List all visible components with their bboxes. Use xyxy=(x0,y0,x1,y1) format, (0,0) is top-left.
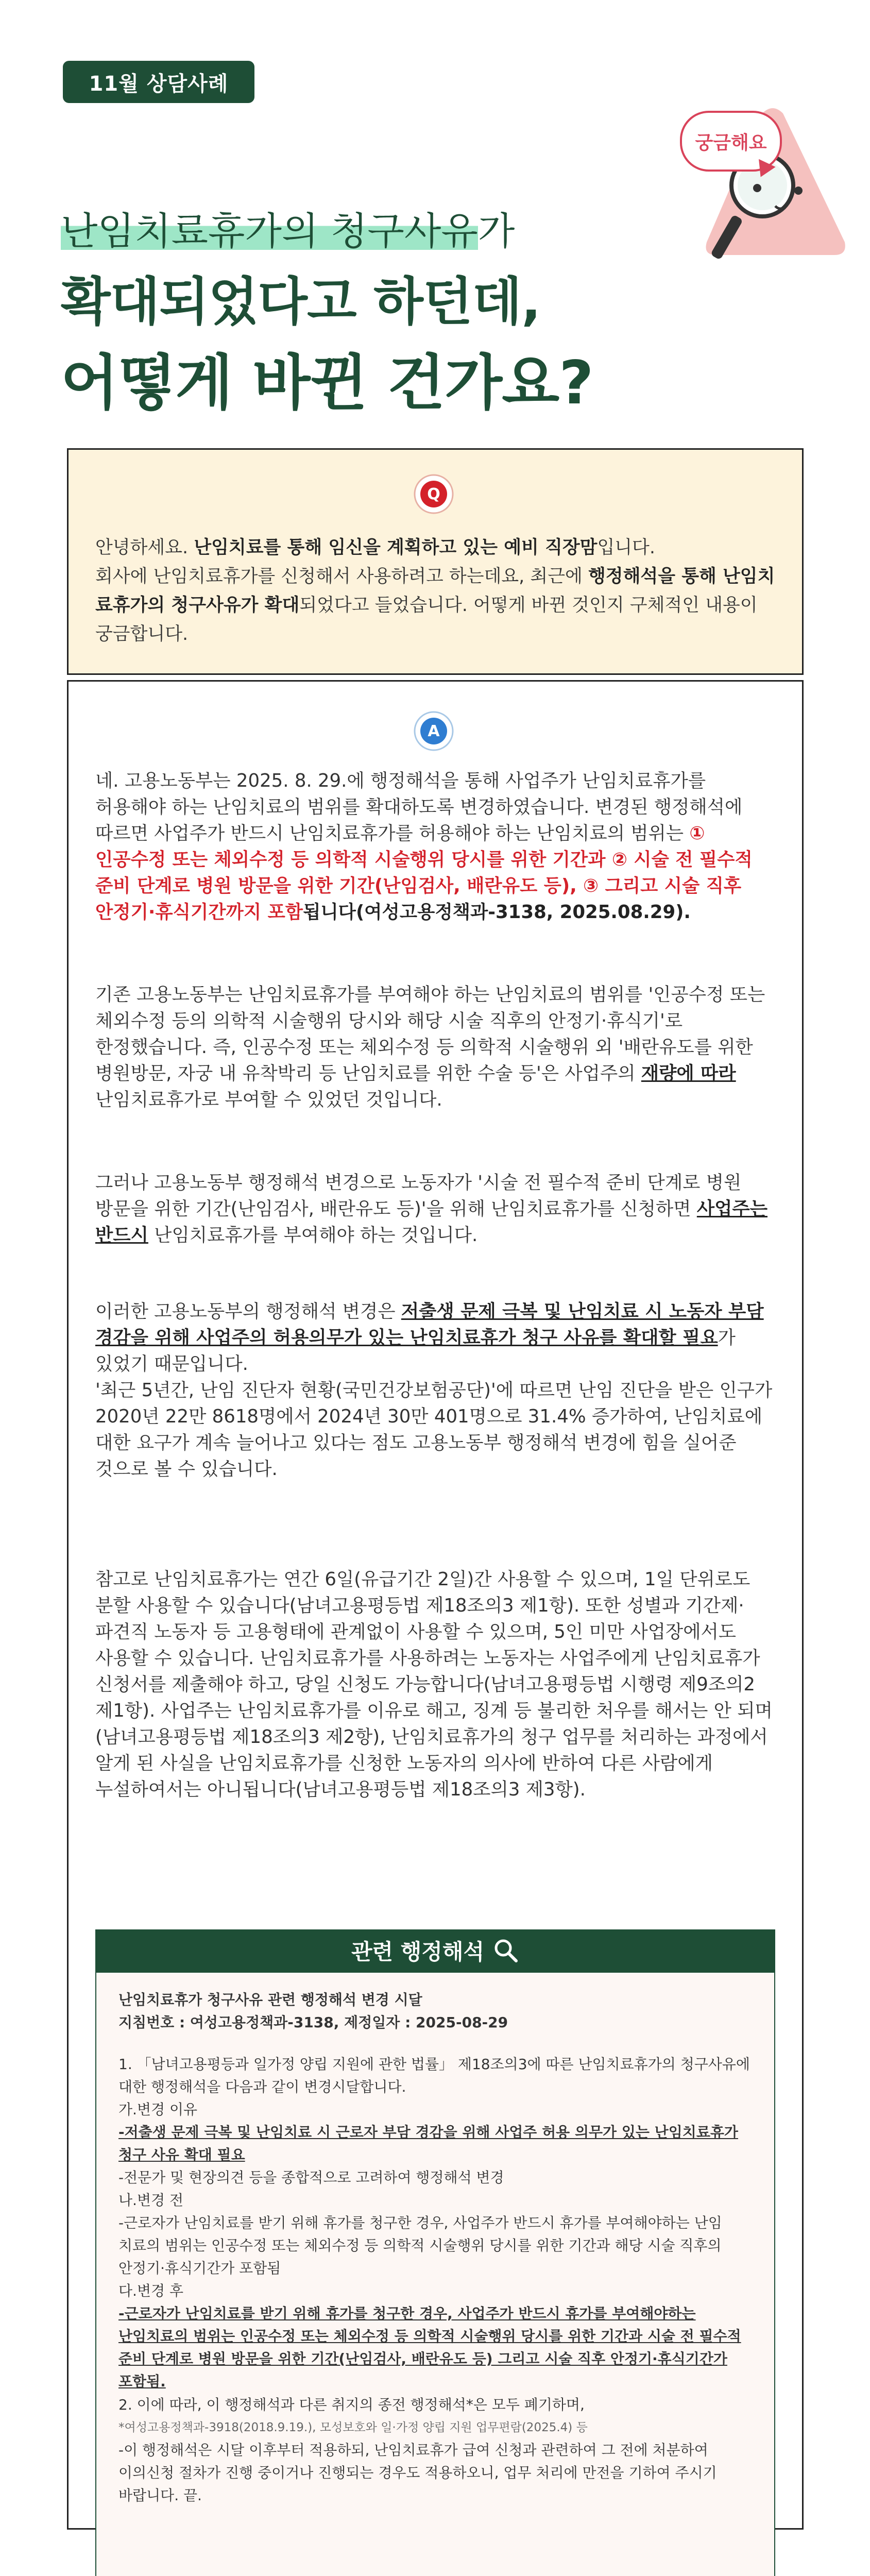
answer-paragraph-5: 참고로 난임치료휴가는 연간 6일(유급기간 2일)간 사용할 수 있으며, 1일 단위로도 분할 사용할 수 있습니다(남녀고용평등법 제18조의3 제1항). 또한 성별과 기간제·파견직 노동자 등 고용형태에 관계없이 사용할 수 있으며, 5인 미만 사업장에서도 사용할 수 있습니다. 난임치료휴가를 사용하려는 노동자는 사업주에게 난임치료휴가 신청서를 제출해야 하고, 당일 신청도 가능합니다(남녀고용평등법 시행령 제9조의2 제1항). 사업주는 난임치료휴가를 이유로 해고, 징계 등 불리한 처우를 해서는 안 되며(남녀고용평등법 제18조의3 제2항), 난임치료휴가의 청구 업무를 처리하는 과정에서 알게 된 사실을 난임치료휴가를 신청한 노동자의 의사에 반하여 다른 사람에게 누설하여서는 아니됩니다(남녀고용평등법 제18조의3 제3항). xyxy=(95,1569,773,1800)
interp-item2: 2. 이에 따라, 이 행정해석과 다른 취지의 종전 행정해석*은 모두 폐기하며, xyxy=(118,2396,585,2413)
a-p4-bold: 저출생 문제 극복 및 난임치료 시 노동자 부담 경감을 위해 사업주의 허용의무가 있는 난임치료휴가 청구 사유를 확대할 필요 xyxy=(95,1301,764,1348)
interp-na1: -근로자가 난임치료를 받기 위해 휴가를 청구한 경우, 사업주가 반드시 휴가를 부여해야하는 난임 치료의 범위는 인공수정 또는 체외수정 등 의학적 시술행위 당시를 위한 기간과 해당 시술 직후의 안정기·휴식기간가 포함됨 xyxy=(118,2214,722,2277)
a-p2-a: 기존 고용노동부는 난임치료휴가를 부여해야 하는 난임치료의 범위를 '인공수정 또는 체외수정 등의 의학적 시술행위 당시와 해당 시술 직후의 안정기·휴식기'로 한정했습니다. 즉, 인공수정 또는 체외수정 등 의학적 시술행위 외 '배란유도를 위한 병원방문, 자궁 내 유착박리 등 난임치료를 위한 수술 등'은 사업주의 xyxy=(95,984,765,1084)
interp-da1 xyxy=(118,2302,757,2393)
q-p1: 안녕하세요. xyxy=(95,537,194,558)
title-line-1-rest: 가 xyxy=(477,209,515,253)
title-line-2: 확대되었다고 하던데, xyxy=(61,272,541,332)
interp-na: 나.변경 전 xyxy=(118,2192,183,2209)
interp-item2-note: *여성고용정책과-3918(2018.9.19.), 모성보호와 일·가정 양립 지원 업무편람(2025.4) 등 xyxy=(118,2421,588,2434)
a-p2-bold: 재량에 따라 xyxy=(641,1063,736,1084)
q-p2: 회사에 난임치료휴가를 신청해서 사용하려고 하는데요, 최근에 xyxy=(95,566,588,587)
a-p4-a: 이러한 고용노동부의 행정해석 변경은 xyxy=(95,1301,401,1322)
interpretation-ref xyxy=(118,2011,757,2034)
a-p3-a: 그러나 고용노동부 행정해석 변경으로 노동자가 '시술 전 필수적 준비 단계로 병원 방문을 위한 기간(난임검사, 배란유도 등)'을 위해 난임치료휴가를 신청하면 xyxy=(95,1172,742,1219)
q-p2-end: 되었다고 들었습니다. 어떻게 바뀐 것인지 구체적인 내용이 궁금합니다. xyxy=(95,595,758,645)
a-letter: A xyxy=(428,722,440,740)
magnifier-icon xyxy=(492,1937,519,1964)
interp-title-text: 난임치료휴가 청구사유 관련 행정해석 변경 시달 xyxy=(118,1991,422,2008)
answer-paragraph-1 xyxy=(95,768,775,925)
answer-paragraph-2 xyxy=(95,981,775,1113)
interp-ga1 xyxy=(118,2121,757,2166)
interp-item2-b: -이 행정해석은 시달 이후부터 적용하되, 난임치료휴가 급여 신청과 관련하여 그 전에 처분하여 이의신청 절차가 진행 중이거나 진행되는 경우도 적용하오니, 업무 처리에 만전을 기하여 주시기 바랍니다. 끝. xyxy=(118,2442,717,2504)
interp-da1-text: -근로자가 난임치료를 받기 위해 휴가를 청구한 경우, 사업주가 반드시 휴가를 부여해야하는 난임치료의 범위는 인공수정 또는 체외수정 등 의학적 시술행위 당시를 위한 기간과 시술 전 필수적 준비 단계로 병원 방문을 위한 기간(난임검사, 배란유도 등) 그리고 시술 직후 안정기·휴식기간가 포함됨. xyxy=(118,2305,741,2390)
a-p4-c: '최근 5년간, 난임 진단자 현황(국민건강보험공단)'에 따르면 난임 진단을 받은 인구가 2020년 22만 8618명에서 2024년 30만 401명으로 31.4% 증가하여, 난임치료에 대한 요구가 계속 늘어나고 있다는 점도 고용노동부 행정해석 변경에 힘을 실어준 것으로 볼 수 있습니다. xyxy=(95,1380,773,1480)
q-p2-bold: 행정해석을 통해 난임치료휴가의 청구사유가 확대 xyxy=(95,566,775,616)
a-p4-b: 가 있었기 때문입니다. xyxy=(95,1327,736,1375)
interpretation-header xyxy=(95,1929,775,1972)
question-text xyxy=(95,533,775,649)
a-p3-b: 난임치료휴가를 부여해야 하는 것입니다. xyxy=(148,1225,478,1246)
a-p1-a: 네. 고용노동부는 2025. 8. 29.에 행정해석을 통해 사업주가 난임치료휴가를 허용해야 하는 난임치료의 범위를 확대하도록 변경하였습니다. 변경된 행정해석에 따르면 사업주가 반드시 난임치료휴가를 허용해야 하는 난임치료의 범위는 xyxy=(95,770,743,844)
interp-ga2: -전문가 및 현장의견 등을 종합적으로 고려하여 행정해석 변경 xyxy=(118,2169,504,2186)
q-p1-end: 입니다. xyxy=(597,537,655,558)
category-tag: 11월 상담사례 xyxy=(63,61,254,103)
answer-a-icon xyxy=(414,711,454,751)
interpretation-header-label: 관련 행정해석 xyxy=(351,1939,485,1964)
interp-ga1-text: -저출생 문제 극복 및 난임치료 시 근로자 부담 경감을 위해 사업주 허용 의무가 있는 난임치료휴가 청구 사유 확대 필요 xyxy=(118,2124,738,2163)
interp-ref-text: 지침번호 : 여성고용정책과-3138, 제정일자 : 2025-08-29 xyxy=(118,2014,508,2031)
a-p2-b: 난임치료휴가로 부여할 수 있었던 것입니다. xyxy=(95,1089,442,1110)
interp-da: 다.변경 후 xyxy=(118,2282,183,2299)
question-q-icon xyxy=(414,474,454,514)
answer-paragraph-3 xyxy=(95,1170,775,1248)
a-p3-bold: 사업주는 반드시 xyxy=(95,1198,767,1246)
interp-ga: 가.변경 이유 xyxy=(118,2101,198,2118)
title-line-1 xyxy=(61,201,515,256)
a-p1-b: 됩니다(여성고용정책과-3138, 2025.08.29). xyxy=(303,902,691,923)
answer-paragraph-4 xyxy=(95,1298,775,1482)
q-letter: Q xyxy=(427,485,440,503)
curious-bubble: 궁금해요 xyxy=(680,111,782,172)
title-line-3: 어떻게 바뀐 건가요? xyxy=(61,348,593,418)
a-p1-red: ① 인공수정 또는 체외수정 등 의학적 시술행위 당시를 위한 기간과 ② 시술 전 필수적 준비 단계로 병원 방문을 위한 기간(난임검사, 배란유도 등), ③ 그리고 시술 직후 안정기·휴식기간까지 포함 xyxy=(95,823,753,923)
interp-item1: 1. 「남녀고용평등과 일가정 양립 지원에 관한 법률」 제18조의3에 따른 난임치료휴가의 청구사유에 대한 행정해석을 다음과 같이 변경시달합니다. xyxy=(118,2056,750,2095)
title-highlight: 난임치료휴가의 청구사유 xyxy=(61,209,478,253)
interpretation-title xyxy=(118,1989,757,2011)
q-p1-bold: 난임치료를 통해 임신을 계획하고 있는 예비 직장맘 xyxy=(194,537,598,558)
